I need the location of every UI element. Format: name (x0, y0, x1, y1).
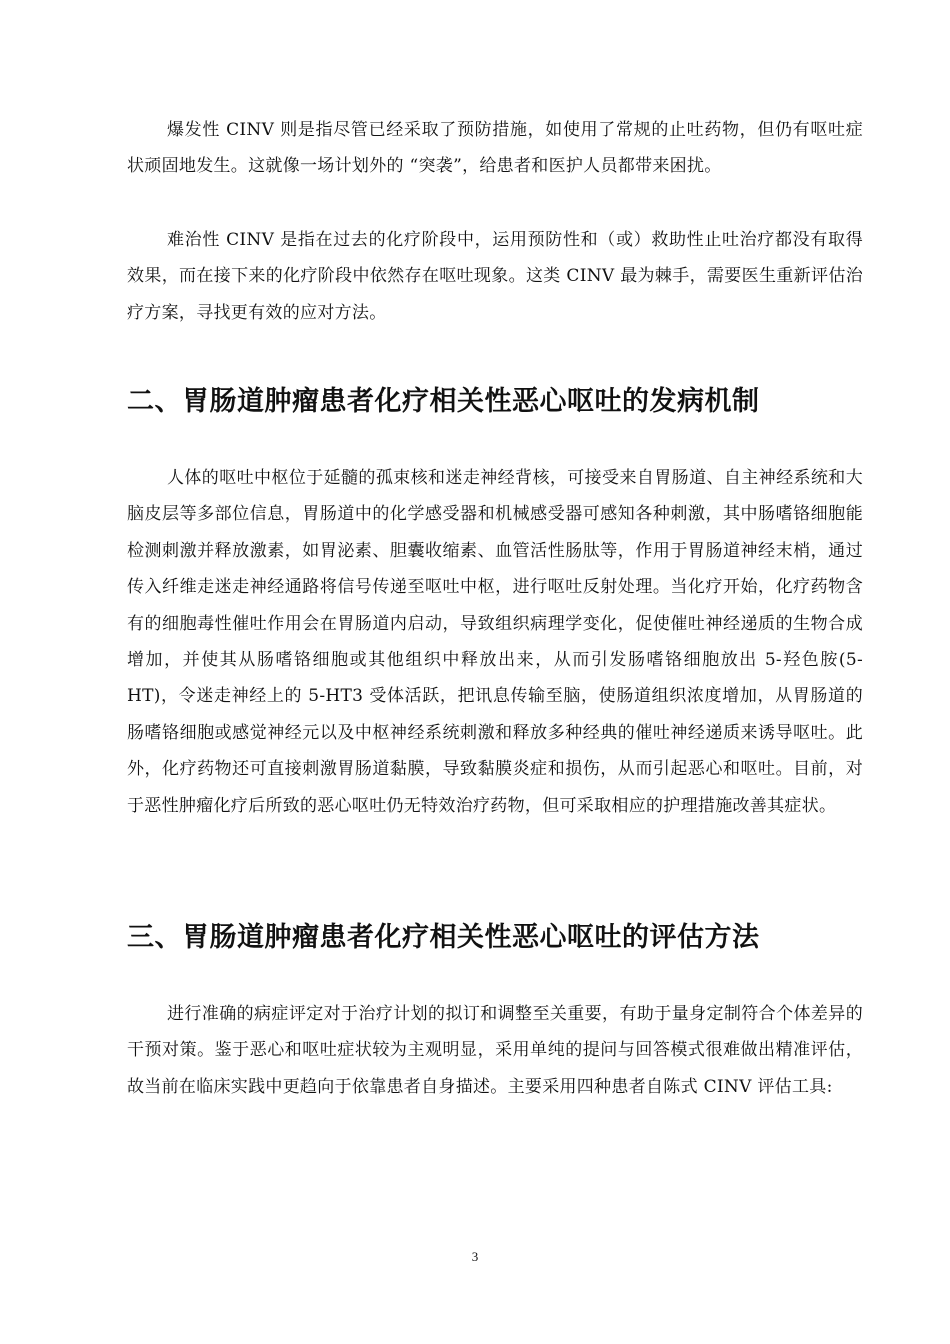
section-heading-assessment: 三、胃肠道肿瘤患者化疗相关性恶心呕吐的评估方法 (127, 922, 760, 953)
paragraph-assessment: 进行准确的病症评定对于治疗计划的拟订和调整至关重要，有助于量身定制符合个体差异的干预对策。鉴于恶心和呕吐症状较为主观明显，采用单纯的提问与回答模式很难做出精准评估，故当前在临床实践中更趋向于依靠患者自身描述。主要采用四种患者自陈式 CINV 评估工具: (127, 1004, 863, 1097)
paragraph-refractory-cinv: 难治性 CINV 是指在过去的化疗阶段中，运用预防性和（或）救助性止吐治疗都没有取得效果，而在接下来的化疗阶段中依然存在呕吐现象。这类 CINV 最为棘手，需要医生重新评估治疗方案，寻找更有效的应对方法。 (127, 230, 863, 323)
section-heading-pathogenesis: 二、胃肠道肿瘤患者化疗相关性恶心呕吐的发病机制 (127, 386, 760, 417)
page-number: 3 (471, 1249, 479, 1264)
paragraph-pathogenesis: 人体的呕吐中枢位于延髓的孤束核和迷走神经背核，可接受来自胃肠道、自主神经系统和大脑皮层等多部位信息，胃肠道中的化学感受器和机械感受器可感知各种刺激，其中肠嗜铬细胞能检测刺激并释放激素，如胃泌素、胆囊收缩素、血管活性肠肽等，作用于胃肠道神经末梢，通过传入纤维走迷走神经通路将信号传递至呕吐中枢，进行呕吐反射处理。当化疗开始，化疗药物含有的细胞毒性催吐作用会在胃肠道内启动，导致组织病理学变化，促使催吐神经递质的生物合成增加，并使其从肠嗜铬细胞或其他组织中释放出来，从而引发肠嗜铬细胞放出 5-羟色胺(5-HT)，令迷走神经上的 5-HT3 受体活跃，把讯息传输至脑，使肠道组织浓度增加，从胃肠道的肠嗜铬细胞或感觉神经元以及中枢神经系统刺激和释放多种经典的催吐神经递质来诱导呕吐。此外，化疗药物还可直接刺激胃肠道黏膜，导致黏膜炎症和损伤，从而引起恶心和呕吐。目前，对于恶性肿瘤化疗后所致的恶心呕吐仍无特效治疗药物，但可采取相应的护理措施改善其症状。 (127, 468, 863, 816)
paragraph-breakthrough-cinv: 爆发性 CINV 则是指尽管已经采取了预防措施，如使用了常规的止吐药物，但仍有呕吐症状顽固地发生。这就像一场计划外的 “突袭”，给患者和医护人员都带来困扰。 (127, 120, 863, 177)
